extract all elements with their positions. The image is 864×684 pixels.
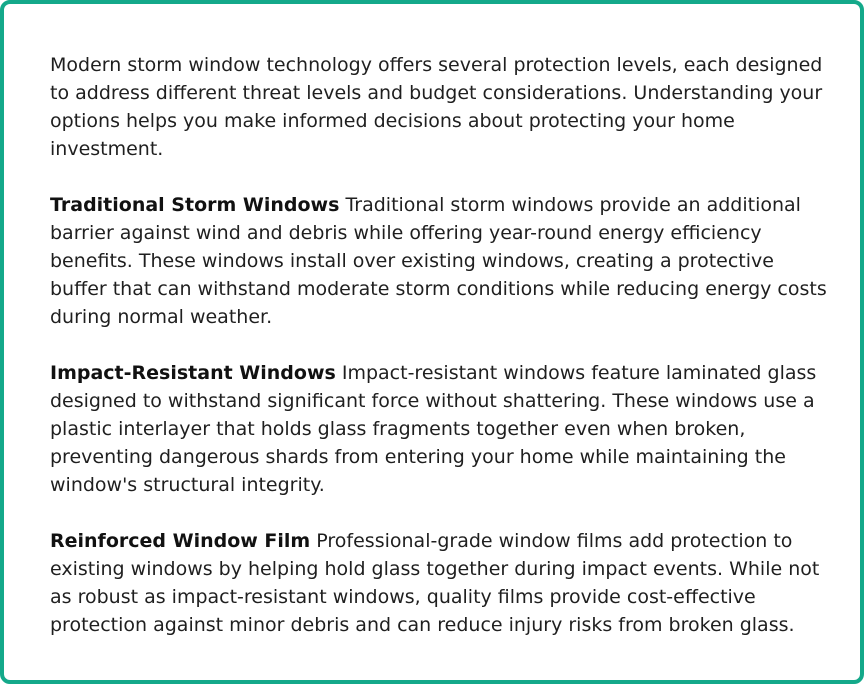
article-body: [50, 51, 828, 639]
intro-paragraph: Modern storm window technology offers several protection levels, each designed to address different threat levels and budget considerations. Understanding your options helps you make informed decisions about protecting your home investment.: [50, 54, 823, 160]
section-impact-resistant-windows: [50, 359, 828, 499]
section-heading: Impact-Resistant Windows: [50, 362, 336, 384]
section-text: Professional-grade window films add protection to existing windows by helping hold glass together during impact events. While not as robust as impact-resistant windows, quality films provide cost-effective protection against minor debris and can reduce injury risks from broken glass.: [50, 530, 820, 636]
section-reinforced-window-film: [50, 527, 828, 639]
section-traditional-storm-windows: [50, 191, 828, 331]
section-heading: Traditional Storm Windows: [50, 194, 340, 216]
section-text: Traditional storm windows provide an additional barrier against wind and debris while offering year-round energy efficiency benefits. These windows install over existing windows, creating a protective buffer that can withstand moderate storm conditions while reducing energy costs during normal weather.: [50, 194, 827, 328]
section-text: Impact-resistant windows feature laminated glass designed to withstand significant force without shattering. These windows use a plastic interlayer that holds glass fragments together even when broken, preventing dangerous shards from entering your home while maintaining the window's structural integrity.: [50, 362, 817, 496]
section-heading: Reinforced Window Film: [50, 530, 311, 552]
